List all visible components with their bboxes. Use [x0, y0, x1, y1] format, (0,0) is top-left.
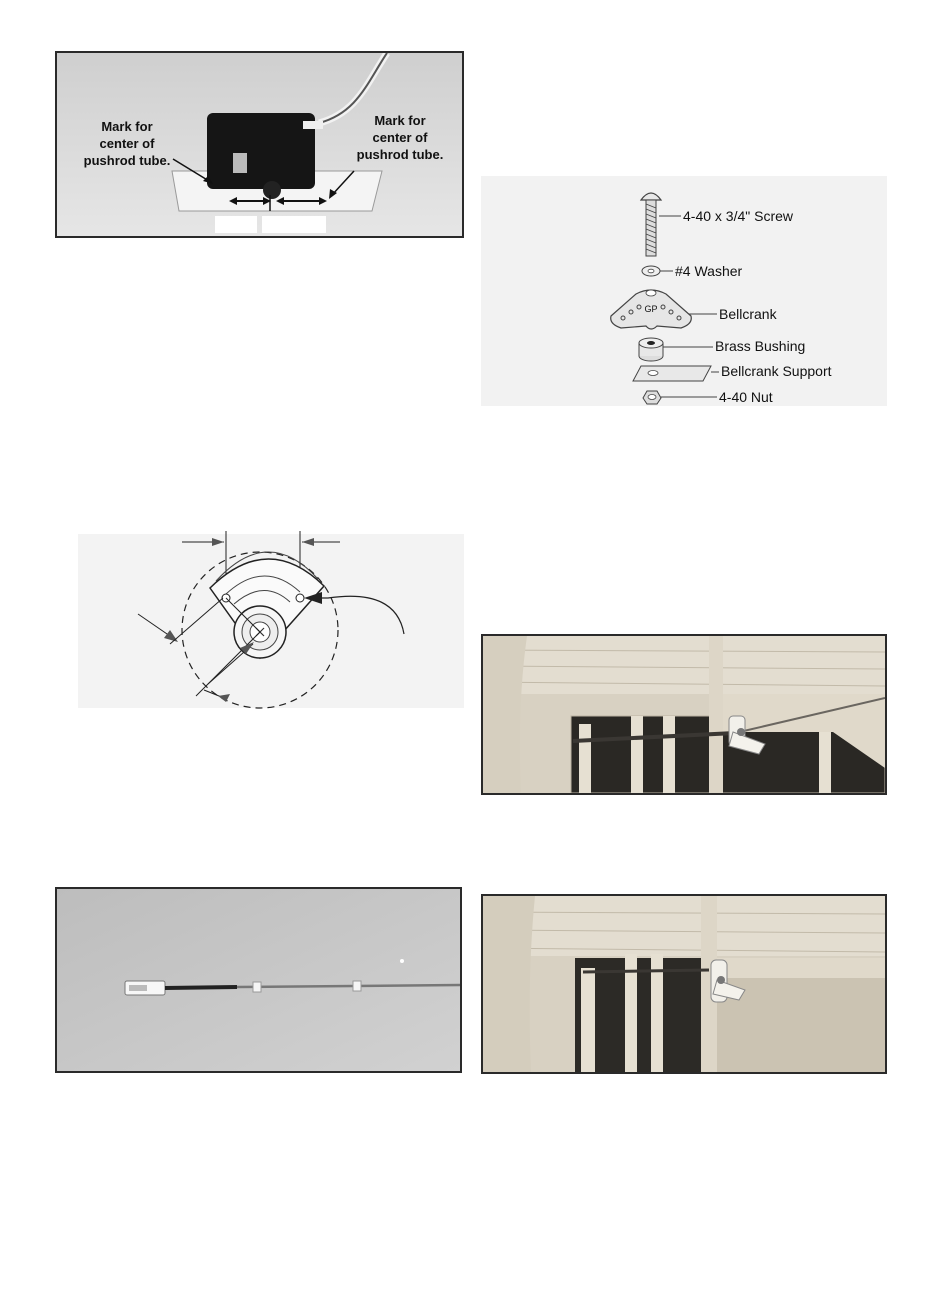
bellcrank-label: Bellcrank: [719, 306, 777, 322]
left-mark-label-line2: center of: [99, 136, 155, 151]
bushing-label: Brass Bushing: [715, 338, 806, 354]
screw-label: 4-40 x 3/4" Screw: [683, 208, 794, 224]
right-mark-label-line1: Mark for: [374, 113, 426, 128]
fuselage-photo-rod-drawing: [483, 636, 885, 793]
pushrod: [583, 970, 709, 972]
servo-arm-diagram: [78, 526, 464, 710]
tube-support: [253, 982, 261, 992]
bellcrank-diagram-drawing: [481, 176, 887, 406]
servo-photo-drawing: [57, 53, 462, 236]
screw-part: [641, 193, 661, 256]
right-mark-label-line3: pushrod tube.: [356, 147, 444, 162]
pushrod-photo-drawing: [57, 889, 460, 1071]
pushrod-photo: [55, 887, 462, 1073]
fuselage-photo-bellcrank: [481, 894, 887, 1074]
bushing-part: [639, 338, 663, 361]
servo-arm-drawing: [78, 526, 464, 710]
servo-body: [207, 113, 315, 189]
left-mark-label-line1: Mark for: [101, 119, 153, 134]
nut-label: 4-40 Nut: [719, 389, 773, 405]
fuselage-photo-bellcrank-drawing: [483, 896, 885, 1072]
right-mark-label-line2: center of: [372, 130, 428, 145]
tube-support: [353, 981, 361, 991]
bellcrank-gp-mark: GP: [644, 304, 658, 314]
fuselage-photo-rod: [481, 634, 887, 795]
left-mark-label-line3: pushrod tube.: [83, 153, 171, 168]
support-part: [633, 366, 711, 381]
bellcrank-diagram: [481, 176, 887, 406]
support-label: Bellcrank Support: [721, 363, 832, 379]
servo-photo: [55, 51, 464, 238]
washer-label: #4 Washer: [675, 263, 743, 279]
